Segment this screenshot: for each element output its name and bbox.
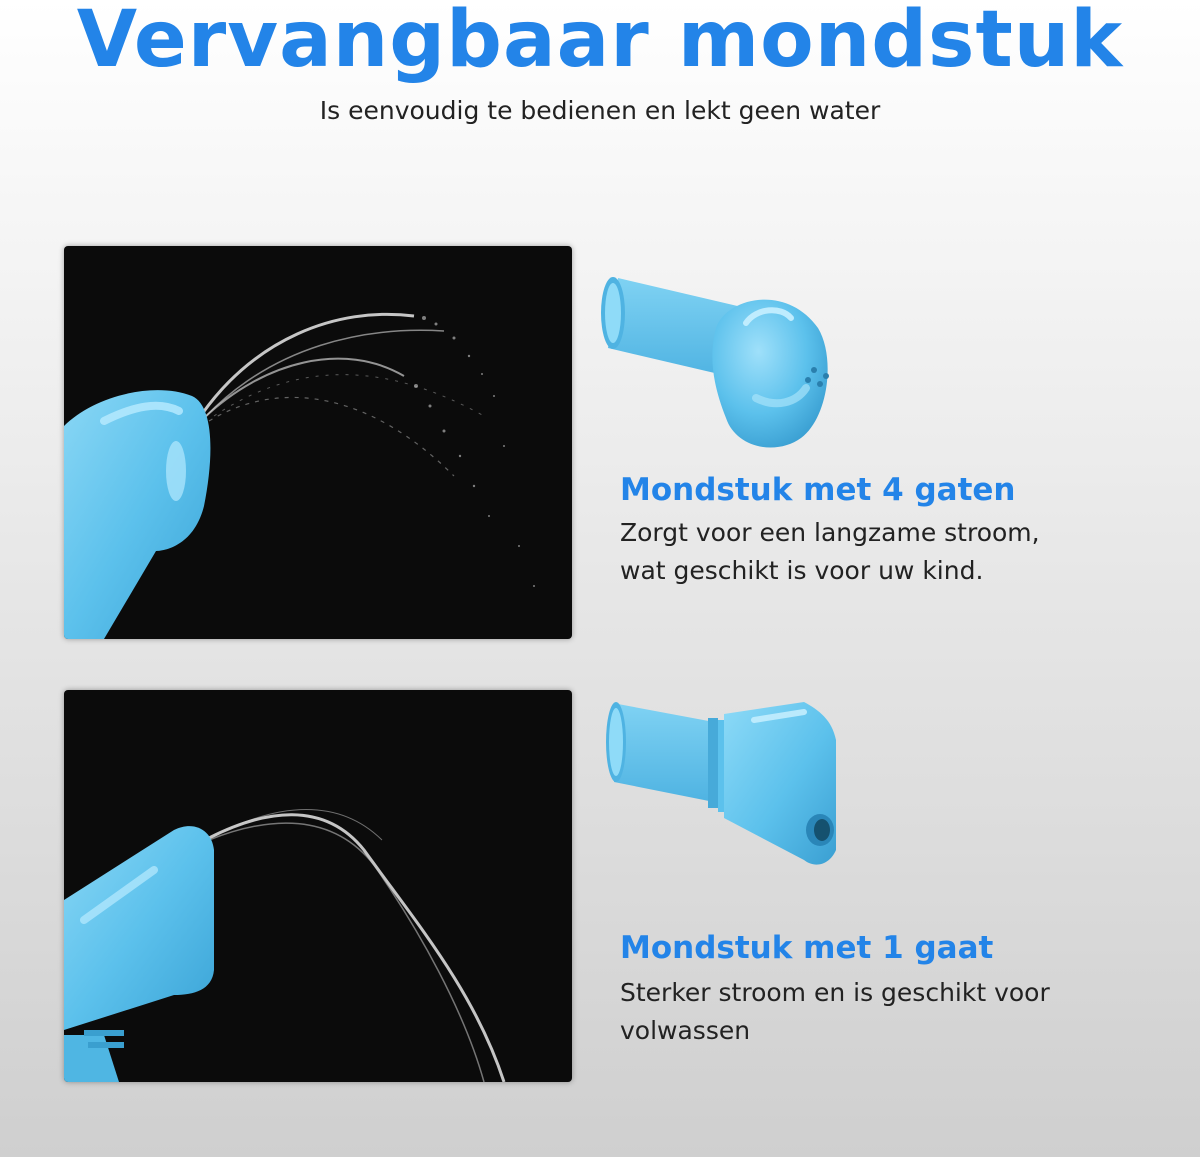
nozzle-1-hole-illustration (604, 690, 844, 875)
page-subtitle: Is eenvoudig te bedienen en lekt geen water (319, 96, 881, 125)
spray-photo-1-hole (64, 690, 572, 1082)
spray-photo-4-holes (64, 246, 572, 639)
feature-description-4-holes (620, 514, 1090, 590)
feature-description-1-hole (620, 974, 1090, 1050)
feature-description-line: Zorgt voor een langzame stroom, (620, 518, 1040, 547)
feature-heading-1-hole: Mondstuk met 1 gaat (620, 930, 994, 966)
feature-description-line: wat geschikt is voor uw kind. (620, 556, 984, 585)
feature-description-line: Sterker stroom en is geschikt voor (620, 978, 1050, 1007)
feature-description-line: volwassen (620, 1016, 751, 1045)
nozzle-4-holes-illustration (596, 268, 836, 463)
page-title: Vervangbaar mondstuk (76, 0, 1124, 85)
feature-heading-4-holes: Mondstuk met 4 gaten (620, 472, 1016, 508)
